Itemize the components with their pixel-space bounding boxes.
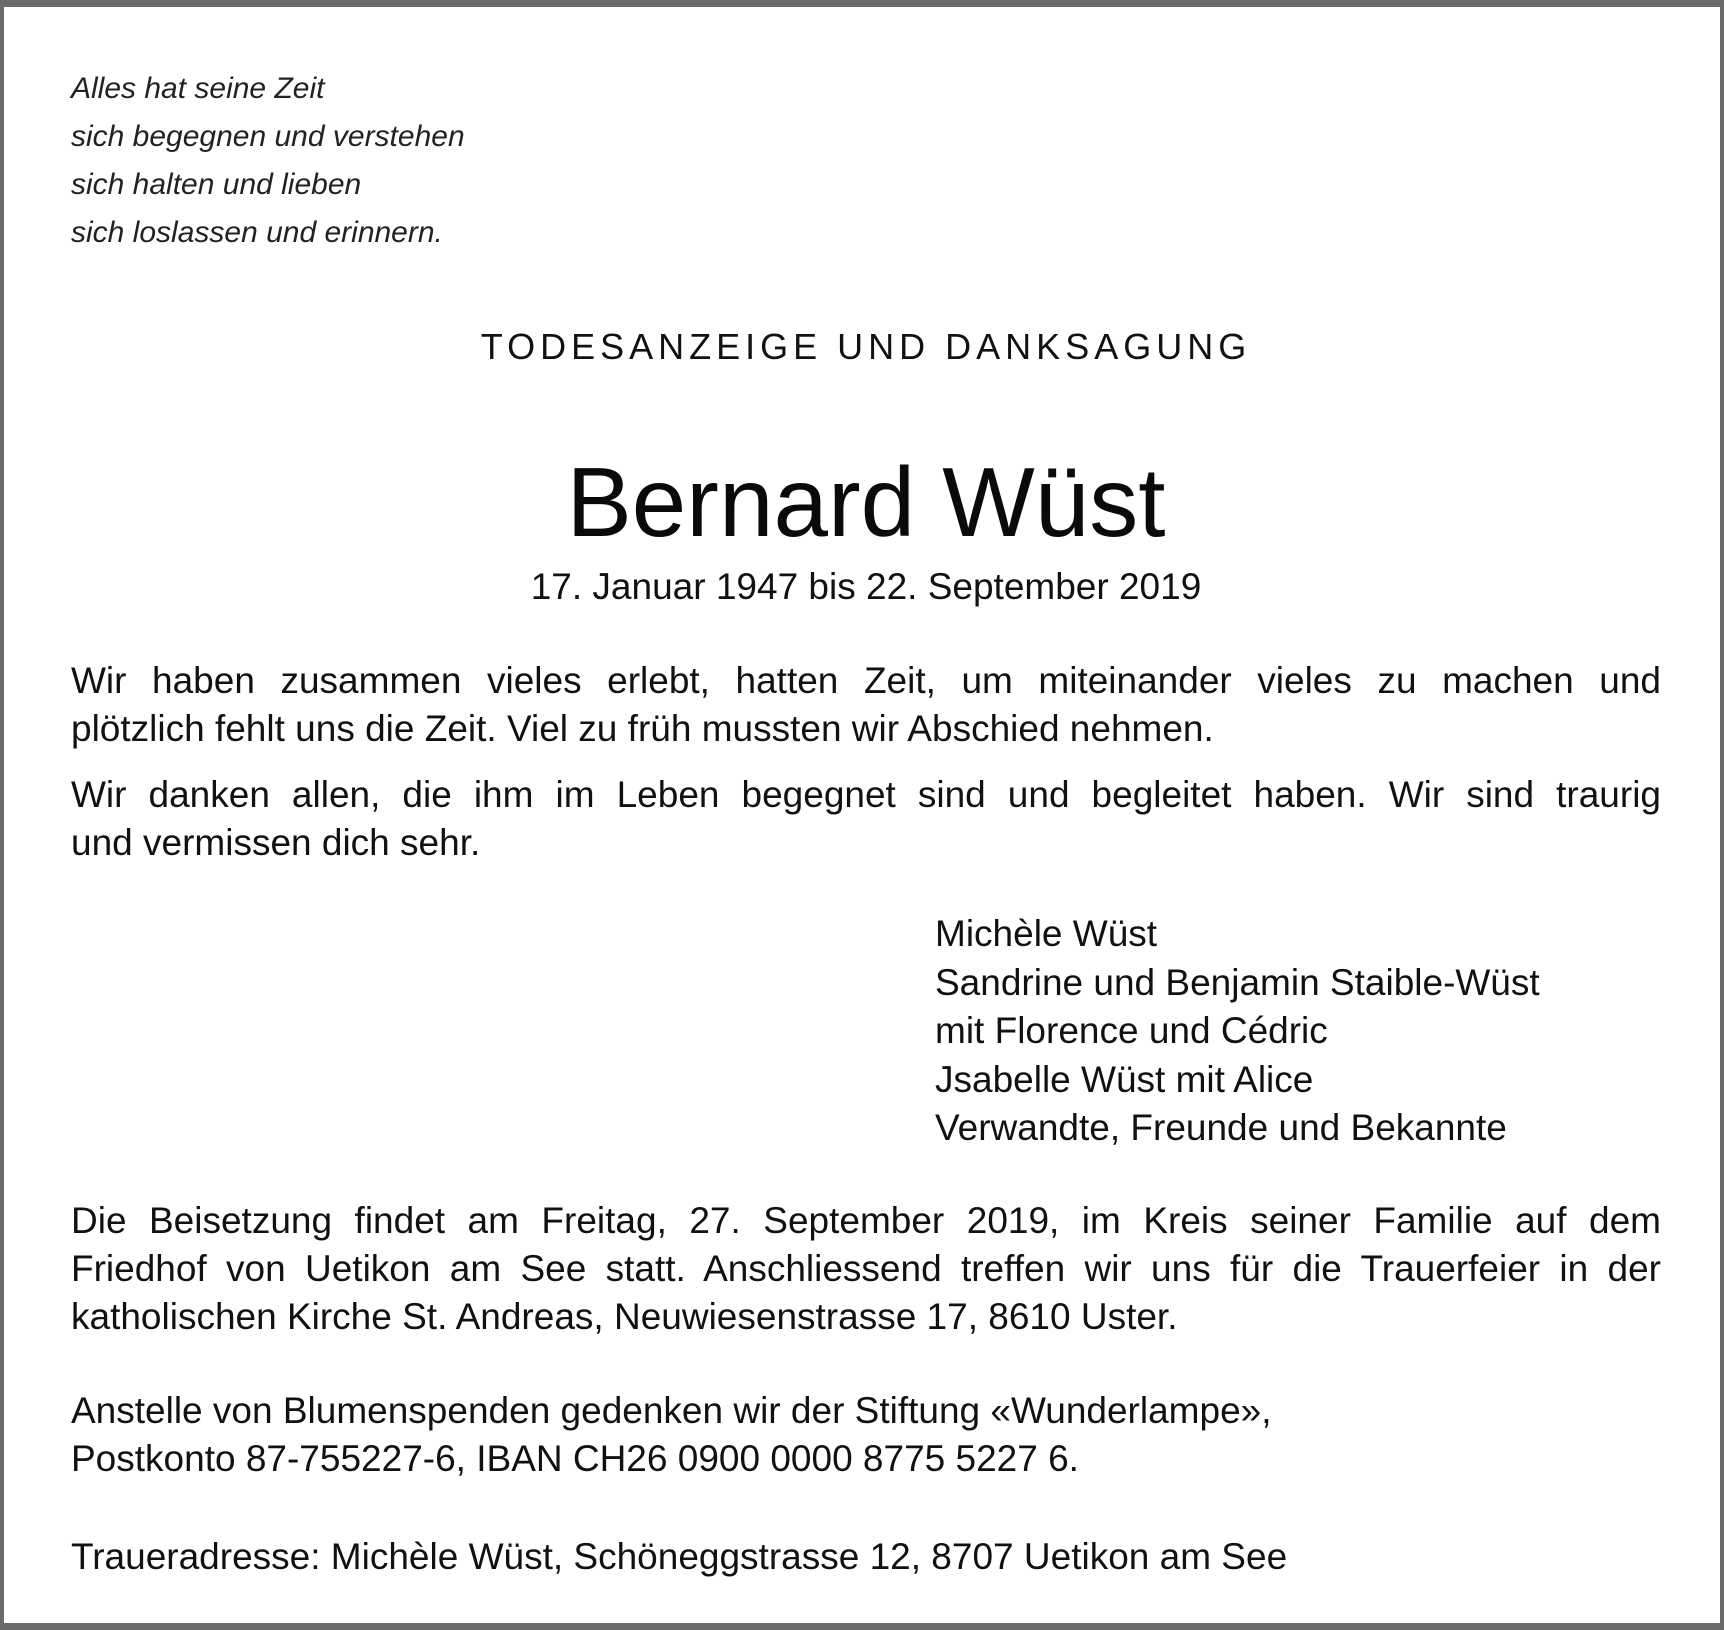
motto-verse — [71, 65, 465, 257]
motto-line: sich halten und lieben — [71, 168, 362, 201]
text-line: katholischen Kirche St. Andreas, Neuwiesenstrasse 17, 8610 Uster. — [71, 1296, 1178, 1337]
signers-list — [935, 910, 1540, 1153]
text-line: und vermissen dich sehr. — [71, 822, 481, 863]
motto-line: Alles hat seine Zeit — [71, 72, 325, 105]
deceased-name: Bernard Wüst — [566, 447, 1166, 557]
text-line: Postkonto 87-755227-6, IBAN CH26 0900 0000 8775 5227 6. — [71, 1438, 1079, 1479]
text-line: Wir haben zusammen vieles erlebt, hatten Zeit, um miteinander vieles zu machen und — [71, 660, 1661, 701]
signer: Jsabelle Wüst mit Alice — [935, 1058, 1314, 1100]
text-line: Die Beisetzung findet am Freitag, 27. September 2019, im Kreis seiner Familie auf dem — [71, 1200, 1661, 1241]
funeral-details — [71, 1197, 1661, 1341]
donation-info — [71, 1387, 1661, 1483]
motto-line: sich begegnen und verstehen — [71, 120, 465, 153]
message-paragraph-1 — [71, 657, 1661, 753]
notice-heading: TODESANZEIGE UND DANKSAGUNG — [480, 326, 1252, 367]
signer: Michèle Wüst — [935, 913, 1158, 954]
signer: mit Florence und Cédric — [935, 1010, 1328, 1051]
signer: Verwandte, Freunde und Bekannte — [935, 1107, 1507, 1148]
text-line: plötzlich fehlt uns die Zeit. Viel zu früh mussten wir Abschied nehmen. — [71, 708, 1214, 749]
motto-line: sich loslassen und erinnern. — [71, 216, 443, 249]
message-paragraph-2 — [71, 771, 1661, 867]
signer: Sandrine und Benjamin Staible-Wüst — [935, 961, 1540, 1003]
mourning-address — [71, 1533, 1661, 1581]
life-dates: 17. Januar 1947 bis 22. September 2019 — [530, 566, 1202, 607]
text-line: Friedhof von Uetikon am See statt. Anschliessend treffen wir uns für die Trauerfeier in der — [71, 1248, 1661, 1289]
text-line: Anstelle von Blumenspenden gedenken wir der Stiftung «Wunderlampe», — [71, 1390, 1272, 1431]
text-line: Traueradresse: Michèle Wüst, Schöneggstrasse 12, 8707 Uetikon am See — [71, 1536, 1288, 1577]
text-line: Wir danken allen, die ihm im Leben begegnet sind und begleitet haben. Wir sind traurig — [71, 774, 1661, 815]
